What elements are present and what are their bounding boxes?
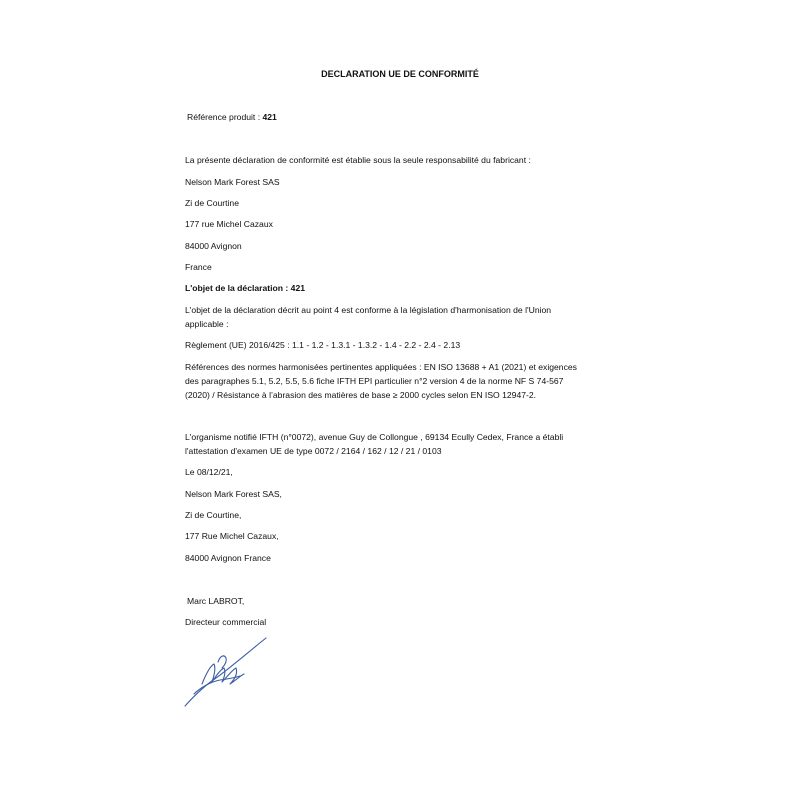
signatory-name: Marc LABROT, [187, 596, 245, 606]
signatory-city: 84000 Avignon France [185, 553, 271, 563]
handwritten-signature [180, 634, 272, 710]
standards-line-2: des paragraphes 5.1, 5.2, 5.5, 5.6 fiche IFTH EPI particulier n°2 version 4 de la norme NF S 74-567 [185, 376, 564, 386]
manufacturer-name: Nelson Mark Forest SAS [185, 177, 280, 187]
product-reference-label: Référence produit : [187, 112, 263, 122]
standards-line-3: (2020) / Résistance à l’abrasion des matières de base ≥ 2000 cycles selon EN ISO 12947-2. [185, 390, 537, 400]
signatory-role: Directeur commercial [185, 617, 267, 627]
document-title: DECLARATION UE DE CONFORMITÉ [321, 69, 479, 79]
notified-body-line-1: L'organisme notifié IFTH (n°0072), avenue Guy de Collongue , 69134 Ecully Cedex, France a établi [185, 432, 564, 442]
declaration-date: Le 08/12/21, [185, 467, 233, 477]
product-reference [187, 111, 277, 124]
signatory-street-1: Zi de Courtine, [185, 510, 242, 520]
object-heading: L'objet de la déclaration : 421 [185, 283, 306, 293]
object-text-line-1: L'objet de la déclaration décrit au point 4 est conforme à la législation d'harmonisation de l'Union [185, 305, 552, 315]
notified-body-line-2: l'attestation d'examen UE de type 0072 / 2164 / 162 / 12 / 21 / 0103 [185, 446, 442, 456]
object-text-line-2: applicable : [185, 319, 229, 329]
manufacturer-country: France [185, 262, 212, 272]
signature-stroke-flourish [218, 656, 226, 668]
signatory-street-2: 177 Rue Michel Cazaux, [185, 531, 279, 541]
product-reference-value: 421 [262, 112, 277, 122]
regulation-text: Règlement (UE) 2016/425 : 1.1 - 1.2 - 1.3.1 - 1.3.2 - 1.4 - 2.2 - 2.4 - 2.13 [185, 340, 461, 350]
manufacturer-city: 84000 Avignon [185, 241, 242, 251]
signatory-company: Nelson Mark Forest SAS, [185, 489, 282, 499]
intro-text: La présente déclaration de conformité est établie sous la seule responsabilité du fabricant : [185, 155, 531, 165]
manufacturer-street-1: Zi de Courtine [185, 198, 239, 208]
signature-stroke-main [185, 638, 266, 706]
manufacturer-street-2: 177 rue Michel Cazaux [185, 219, 273, 229]
signature-stroke-tail [194, 676, 240, 694]
standards-line-1: Références des normes harmonisées pertinentes appliquées : EN ISO 13688 + A1 (2021) et exigences [185, 362, 577, 372]
